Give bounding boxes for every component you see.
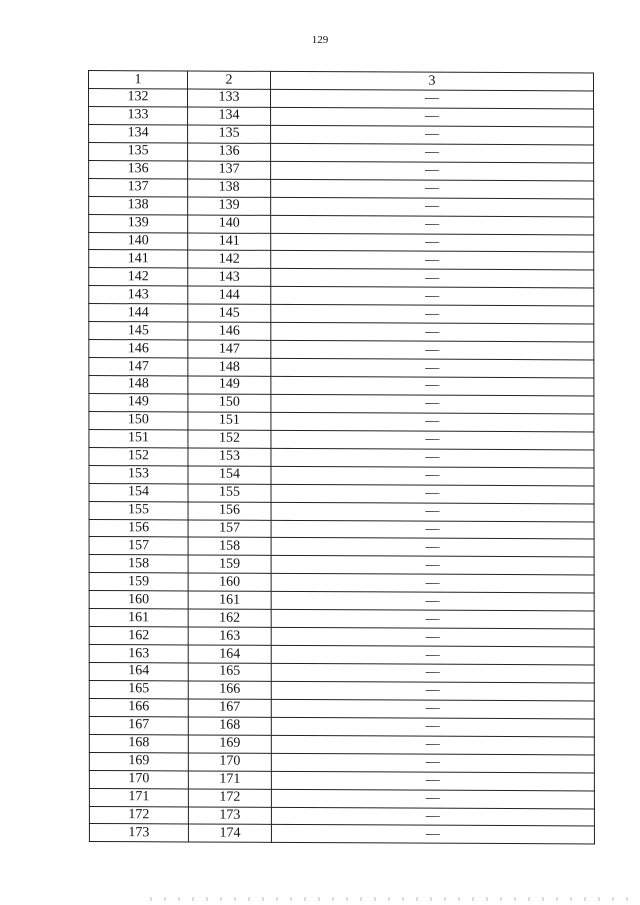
table-cell-col2: 140	[188, 215, 271, 233]
table-cell-col2: 165	[188, 663, 271, 681]
table-cell-col1: 141	[89, 250, 188, 268]
table-cell-col3: —	[271, 107, 594, 127]
table-cell-col2: 151	[188, 412, 271, 430]
table-cell-col3: —	[271, 502, 594, 522]
table-cell-col1: 164	[89, 662, 188, 680]
table-cell-col3: —	[271, 412, 594, 432]
table-cell-col2: 167	[188, 699, 271, 717]
table-cell-col2: 145	[188, 304, 271, 322]
table-cell-col1: 168	[89, 734, 188, 752]
table-cell-col2: 144	[188, 286, 271, 304]
table-cell-col2: 160	[188, 573, 271, 591]
table-cell-col3: —	[271, 305, 594, 325]
table-cell-col1: 158	[89, 555, 188, 573]
table-cell-col1: 152	[89, 447, 188, 465]
table-cell-col1: 146	[89, 340, 188, 358]
table-cell-col2: 137	[188, 161, 271, 179]
table-cell-col3: —	[271, 628, 594, 648]
table-cell-col2: 173	[188, 806, 271, 824]
table-cell-col1: 154	[89, 483, 188, 501]
table-cell-col2: 172	[188, 789, 271, 807]
table-cell-col1: 153	[89, 465, 188, 483]
table-cell-col1: 143	[89, 286, 188, 304]
table-cell-col2: 171	[188, 771, 271, 789]
table-cell-col2: 136	[188, 143, 271, 161]
column-header-1: 1	[89, 71, 188, 89]
table-cell-col1: 151	[89, 429, 188, 447]
table-cell-col2: 134	[188, 107, 271, 125]
table-cell-col1: 132	[89, 89, 188, 107]
table-cell-col1: 162	[89, 627, 188, 645]
table-cell-col2: 174	[188, 824, 271, 842]
table-cell-col2: 162	[188, 609, 271, 627]
table-cell-col2: 156	[188, 502, 271, 520]
table-body	[89, 89, 595, 845]
column-header-3: 3	[271, 71, 594, 91]
table-cell-col2: 141	[188, 232, 271, 250]
table-cell-col1: 163	[89, 645, 188, 663]
table-cell-col3: —	[271, 161, 594, 181]
table-cell-col3: —	[271, 825, 594, 845]
table-cell-col1: 135	[89, 142, 188, 160]
table-cell-col3: —	[271, 233, 594, 253]
table-cell-col3: —	[271, 717, 594, 737]
table-cell-col3: —	[271, 735, 594, 755]
table-cell-col3: —	[271, 430, 594, 450]
table-cell-col3: —	[271, 520, 594, 540]
table-cell-col1: 166	[89, 698, 188, 716]
table-cell-col2: 148	[188, 358, 271, 376]
table-cell-col1: 160	[89, 591, 188, 609]
table-cell-col2: 142	[188, 250, 271, 268]
table-cell-col3: —	[271, 556, 594, 576]
table-cell-col2: 154	[188, 466, 271, 484]
table-cell-col1: 170	[89, 770, 188, 788]
table-cell-col3: —	[271, 143, 594, 163]
table-cell-col2: 168	[188, 717, 271, 735]
table-cell-col3: —	[271, 394, 594, 414]
table-cell-col3: —	[271, 448, 594, 468]
table-cell-col1: 171	[89, 788, 188, 806]
table-cell-col3: —	[271, 179, 594, 199]
table-cell-col1: 169	[89, 752, 188, 770]
table-cell-col3: —	[271, 125, 594, 145]
table-cell-col3: —	[271, 592, 594, 612]
table-cell-col1: 173	[89, 824, 188, 842]
table-cell-col3: —	[271, 681, 594, 701]
table-cell-col1: 140	[89, 232, 188, 250]
table-cell-col3: —	[271, 251, 594, 271]
table-cell-col1: 145	[89, 322, 188, 340]
table-cell-col3: —	[271, 753, 594, 773]
table-cell-col2: 163	[188, 627, 271, 645]
table-cell-col2: 135	[188, 125, 271, 143]
table-cell-col1: 139	[89, 214, 188, 232]
table-cell-col3: —	[271, 287, 594, 307]
table-cell-col2: 150	[188, 394, 271, 412]
scan-noise	[150, 897, 630, 901]
table-cell-col1: 156	[89, 519, 188, 537]
table-cell-col1: 149	[89, 393, 188, 411]
table-cell-col3: —	[271, 538, 594, 558]
table-cell-col3: —	[271, 466, 594, 486]
table-cell-col3: —	[271, 663, 594, 683]
table-cell-col3: —	[271, 574, 594, 594]
table-cell-col2: 158	[188, 537, 271, 555]
column-header-2: 2	[188, 71, 271, 89]
data-table	[88, 70, 595, 845]
table-cell-col2: 161	[188, 591, 271, 609]
table-cell-col2: 169	[188, 735, 271, 753]
table-row	[89, 824, 594, 844]
table-cell-col1: 167	[89, 716, 188, 734]
table-cell-col1: 165	[89, 680, 188, 698]
table-cell-col2: 153	[188, 448, 271, 466]
table-cell-col3: —	[271, 197, 594, 217]
table-cell-col3: —	[271, 376, 594, 396]
table-cell-col2: 170	[188, 753, 271, 771]
table-cell-col1: 138	[89, 196, 188, 214]
table-cell-col1: 136	[89, 160, 188, 178]
table-cell-col2: 149	[188, 376, 271, 394]
table-cell-col1: 133	[89, 106, 188, 124]
table-cell-col1: 172	[89, 806, 188, 824]
table-cell-col3: —	[271, 358, 594, 378]
table-cell-col2: 159	[188, 555, 271, 573]
table-cell-col1: 148	[89, 375, 188, 393]
table-cell-col2: 143	[188, 268, 271, 286]
table-cell-col3: —	[271, 484, 594, 504]
table-cell-col2: 157	[188, 519, 271, 537]
table-cell-col3: —	[271, 807, 594, 827]
table-cell-col2: 155	[188, 484, 271, 502]
table-cell-col2: 139	[188, 197, 271, 215]
page-number: 129	[311, 34, 329, 46]
table-cell-col1: 134	[89, 124, 188, 142]
table-cell-col2: 164	[188, 645, 271, 663]
table-cell-col1: 142	[89, 268, 188, 286]
table-cell-col3: —	[271, 341, 594, 361]
table-cell-col3: —	[271, 771, 594, 791]
table-cell-col1: 147	[89, 358, 188, 376]
table-cell-col3: —	[271, 89, 594, 109]
table-cell-col1: 161	[89, 609, 188, 627]
table-cell-col2: 138	[188, 179, 271, 197]
table-cell-col3: —	[271, 789, 594, 809]
table-cell-col2: 147	[188, 340, 271, 358]
table-cell-col2: 166	[188, 681, 271, 699]
table-cell-col1: 155	[89, 501, 188, 519]
table-cell-col2: 152	[188, 430, 271, 448]
table-cell-col2: 146	[188, 322, 271, 340]
table-cell-col1: 144	[89, 304, 188, 322]
table-cell-col3: —	[271, 215, 594, 235]
table-cell-col3: —	[271, 699, 594, 719]
table-cell-col3: —	[271, 323, 594, 343]
table-cell-col1: 159	[89, 573, 188, 591]
table-cell-col1: 137	[89, 178, 188, 196]
table-cell-col3: —	[271, 645, 594, 665]
table-cell-col3: —	[271, 610, 594, 630]
table-cell-col3: —	[271, 269, 594, 289]
table-cell-col2: 133	[188, 89, 271, 107]
table-cell-col1: 157	[89, 537, 188, 555]
table-cell-col1: 150	[89, 411, 188, 429]
